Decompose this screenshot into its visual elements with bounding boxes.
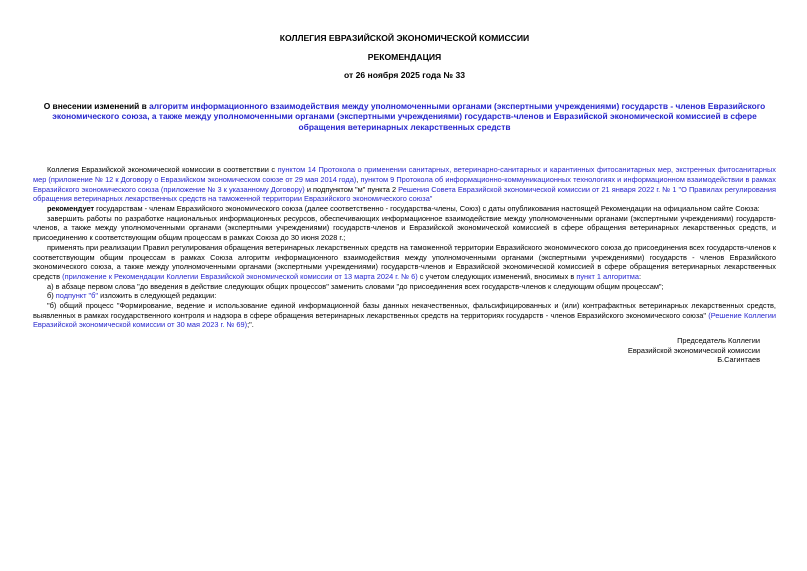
doc-type: РЕКОМЕНДАЦИЯ: [367, 52, 442, 62]
document-title: [33, 101, 776, 132]
org-name: КОЛЛЕГИЯ ЕВРАЗИЙСКОЙ ЭКОНОМИЧЕСКОЙ КОМИССИИ: [279, 33, 530, 43]
text-segment: :: [638, 271, 642, 281]
text-segment: применять при реализации Правил регулирования обращения ветеринарных лекарственных средств на таможенной территории Евразийского экономического союза до присоединения всех государств-членов к соответствующим общим процессам в рамках Союза алгоритм информационного взаимодействия между уполномоченными органами (экспертными учреждениями) государств - членов Евразийского экономического союза, а также между уполномоченными органами (экспертными учреждениями) государств-членов и Евразийской экономической комиссией в сфере обращения ветеринарных лекарственных средств: [33, 242, 776, 281]
paragraph-7: [33, 301, 776, 330]
text-segment: О внесении изменений в: [43, 101, 150, 111]
paragraph-2: [33, 204, 776, 214]
text-segment: "б) общий процесс "Формирование, ведение и использование единой информационной базы данных некачественных, фальсифицированных и (или) контрафактных ветеринарных лекарственных средств, выявленных в рамках государственного контроля и надзора в сфере обращения ветеринарных лекарственных средств на территориях государств - членов Евразийского экономического союза": [33, 301, 776, 320]
paragraph-4: [33, 243, 776, 282]
doc-date-number: от 26 ноября 2025 года № 33: [343, 70, 466, 80]
signature-line-3: Б.Сагинтаев: [717, 354, 760, 364]
document-link[interactable]: (приложение к Рекомендации Коллегии Евразийской экономической комиссии от 13 марта 2024 г. № 6): [62, 271, 418, 281]
paragraph-3: [33, 214, 776, 243]
document-link[interactable]: (Решение Коллегии Евразийской экономической комиссии от 30 мая 2023 г. № 69): [33, 310, 776, 330]
document-link[interactable]: подпункт "б": [55, 291, 99, 301]
document-header: [33, 33, 776, 81]
signature-block: [33, 336, 776, 364]
paragraph-5: [33, 282, 776, 292]
document-body: [33, 165, 776, 330]
text-segment: а) в абзаце первом слова "до введения в действие следующих общих процессов" заменить словами "до присоединения всех государств-членов к следующим общим процессам";: [47, 281, 664, 291]
text-segment: ;".: [247, 320, 254, 330]
text-segment: с учетом следующих изменений, вносимых в: [417, 271, 577, 281]
text-segment: рекомендует: [47, 204, 95, 214]
text-segment: ,: [356, 174, 361, 184]
paragraph-6: [33, 291, 776, 301]
document-link[interactable]: алгоритм информационного взаимодействия между уполномоченными органами (экспертными учреждениями) государств - членов Евразийского экономического союза, а также между уполномоченными органами (экспертными учреждениями) государств-членов и Евразийской экономической комиссией в сфере обращения ветеринарных лекарственных средств: [52, 101, 766, 132]
text-segment: изложить в следующей редакции:: [98, 291, 217, 301]
document-link[interactable]: пунктом 9 Протокола об информационно-коммуникационных технологиях и информационном взаимодействии в рамках Евразийского экономического союза (приложение № 3 к указанному Договору): [33, 174, 776, 194]
document-link[interactable]: пунктом 14 Протокола о применении санитарных, ветеринарно-санитарных и карантинных фитосанитарных мер, экстренных фитосанитарных мер (приложение № 12 к Договору о Евразийском экономическом союзе от 29 мая 2014 года): [33, 165, 776, 184]
text-segment: Коллегия Евразийской экономической комиссии в соответствии с: [47, 165, 278, 175]
signature-line-1: Председатель Коллегии: [677, 336, 760, 346]
text-segment: завершить работы по разработке национальных информационных ресурсов, обеспечивающих информационное взаимодействие между уполномоченными органами (экспертными учреждениями) государств-членов, а также между уполномоченными органами (экспертными учреждениями) государств-членов и Евразийской экономической комиссией в сфере обращения ветеринарных лекарственных средств, и присоединению к соответствующим общим процессам в рамках Союза до 30 июня 2028 г.;: [33, 213, 776, 243]
paragraph-1: [33, 165, 776, 204]
text-segment: и подпунктом "м" пункта 2: [304, 184, 399, 194]
text-segment: б): [47, 291, 56, 301]
text-segment: государствам - членам Евразийского экономического союза (далее соответственно - государства-члены, Союз) с даты опубликования настоящей Рекомендации на официальном сайте Союза:: [94, 204, 760, 214]
document-link[interactable]: Решения Совета Евразийской экономической комиссии от 21 января 2022 г. № 1 "О Правилах регулирования обращения ветеринарных лекарственных средств на таможенной территории Евразийского экономического союза": [33, 184, 777, 204]
signature-line-2: Евразийской экономической комиссии: [627, 345, 760, 355]
document-link[interactable]: пункт 1 алгоритма: [576, 271, 639, 281]
